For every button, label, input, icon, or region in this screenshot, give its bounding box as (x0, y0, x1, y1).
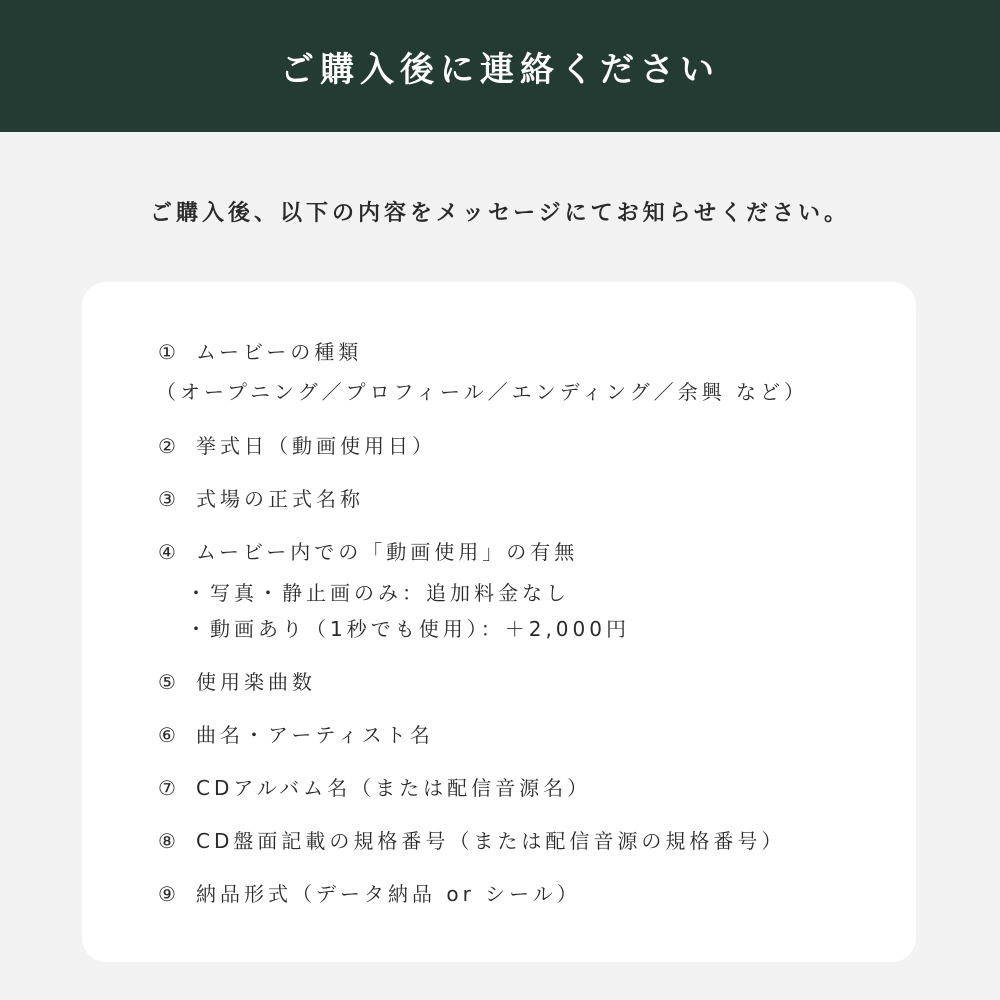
list-item (158, 536, 578, 565)
intro-text: ご購入後、以下の内容をメッセージにてお知らせください。 (149, 201, 851, 226)
item-number: ⑥ (158, 723, 180, 747)
list-item (158, 483, 364, 512)
item-number: ③ (158, 487, 180, 511)
list-item (158, 666, 316, 695)
item-number: ⑤ (158, 670, 180, 694)
list-item (158, 878, 581, 907)
list-item (158, 825, 785, 854)
item-number: ⑨ (158, 882, 180, 906)
item-number: ④ (158, 540, 180, 564)
info-card (82, 282, 916, 962)
item-number: ⑦ (158, 776, 180, 800)
header-banner (0, 0, 1000, 132)
list-item (158, 336, 362, 365)
item-option: ・動画あり（1秒でも使用）：＋2,000円 (186, 617, 630, 641)
item-option: ・写真・静止画のみ：追加料金なし (186, 581, 570, 605)
item-number: ② (158, 434, 180, 458)
item-label: 曲名・アーティスト名 (196, 723, 434, 747)
item-label: 納品形式（データ納品 or シール） (196, 882, 581, 906)
list-item (158, 719, 434, 748)
item-label: 使用楽曲数 (196, 670, 316, 694)
item-label: 式場の正式名称 (196, 487, 364, 511)
item-label: ムービー内での「動画使用」の有無 (196, 540, 579, 564)
item-label: 挙式日（動画使用日） (196, 434, 436, 458)
item-label: ムービーの種類 (196, 340, 363, 364)
item-label: CD盤面記載の規格番号（または配信音源の規格番号） (196, 829, 786, 853)
page-title: ご購入後に連絡ください (280, 49, 720, 90)
item-label: CDアルバム名（または配信音源名） (196, 776, 592, 800)
item-number: ⑧ (158, 829, 180, 853)
item-note: （オープニング／プロフィール／エンディング／余興 など） (156, 380, 808, 404)
item-number: ① (158, 340, 180, 364)
list-item (158, 430, 436, 459)
list-item (158, 772, 591, 801)
